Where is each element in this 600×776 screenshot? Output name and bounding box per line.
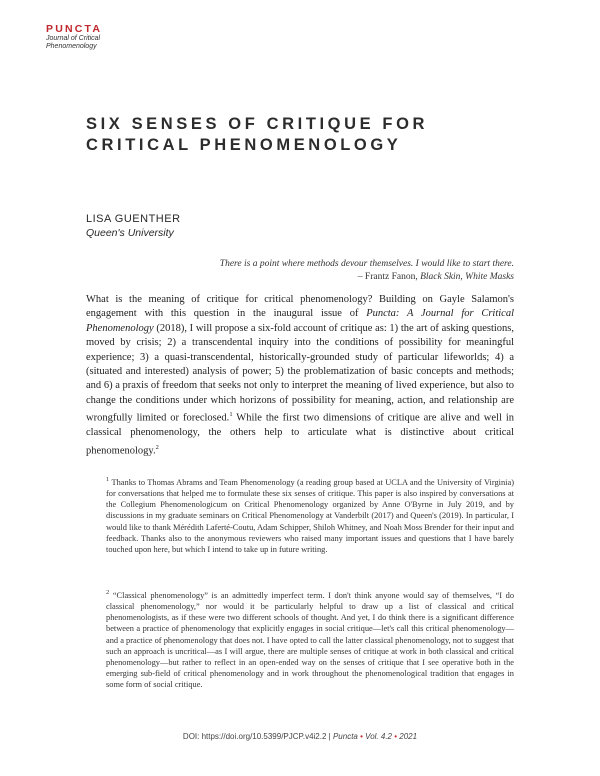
- footer-year: 2021: [399, 732, 418, 741]
- epigraph-quote: There is a point where methods devour themselves. I would like to start there.: [219, 259, 514, 269]
- footnote-2-number: 2: [106, 589, 110, 596]
- footnote-ref-2[interactable]: 2: [155, 443, 159, 451]
- footer-bullet-1: •: [360, 732, 363, 741]
- author-block: [86, 212, 181, 240]
- author-name: LISA GUENTHER: [86, 213, 181, 225]
- page-footer: [0, 732, 600, 741]
- footer-doi[interactable]: DOI: https://doi.org/10.5399/PJCP.v4i2.2: [182, 732, 327, 741]
- article-title: [86, 114, 516, 156]
- journal-name: PUNCTA: [46, 23, 103, 35]
- footnote-2: [106, 587, 514, 691]
- epigraph: [220, 258, 514, 284]
- body-text-part-b: (2018), I will propose a six-fold account of critique as: 1) the art of asking questions, moved by crisis; 2) a transcendental inquiry into the conditions of possibility for meaningful experience; 3) a quasi-transcendental, historically-grounded study of particular lifeworlds; 4) a (situated and interested) analysis of power; 5) the problematization of basic concepts and methods; and 6) a praxis of freedom that seeks not only to interpret the meaning of lived experience, but also to change the conditions under which horizons of possibility for meaning, action, and relationship are wrongfully limited or foreclosed.: [86, 322, 514, 424]
- title-line-1: SIX SENSES OF CRITIQUE FOR: [86, 115, 429, 133]
- epigraph-attribution: [220, 271, 514, 284]
- body-text-part-c: While the first two dimensions of critique are alive and well in classical phenomenology, the others help to articulate what is distinctive about critical phenomenology.: [86, 412, 514, 457]
- footer-journal: Puncta: [332, 732, 358, 741]
- journal-subtitle-line1: Journal of Critical: [46, 35, 101, 42]
- journal-subtitle-line2: Phenomenology: [46, 43, 97, 50]
- body-paragraph: [86, 293, 514, 458]
- epigraph-attribution-prefix: – Frantz Fanon,: [357, 272, 421, 282]
- footer-separator: |: [328, 732, 331, 741]
- body-text-part-a: What is the meaning of critique for critical phenomenology? Building on Gayle Salamon's engagement with this question in the inaugural issue of: [86, 294, 514, 320]
- footnote-1-text: Thanks to Thomas Abrams and Team Phenomenology (a reading group based at UCLA and the University of Virginia) for conversations that helped me to formulate these six senses of critique. This paper is also inspired by conversations at the Collegium Phenomenologicum on Critical Phenomenology organized by Anne O'Byrne in July 2019, and by discussions in my graduate seminars on Critical Phenomenology at Vanderbilt (2017) and Queen's (2019). In particular, I would like to thank Mérédith Laferté-Coutu, Adam Schipper, Shiloh Whitney, and Noah Moss Brender for their input and feedback. Thanks also to the anonymous reviewers who raised many important issues and questions that I have barely touched upon here, but which I intend to take up in future writing.: [106, 477, 514, 555]
- footnote-1-number: 1: [106, 476, 110, 483]
- footnote-1: [106, 474, 514, 555]
- epigraph-work-title: Black Skin, White Masks: [420, 272, 514, 282]
- footnote-ref-1[interactable]: 1: [229, 411, 233, 419]
- footnote-2-text: “Classical phenomenology” is an admittedly imperfect term. I don't think anyone would say of themselves, “I do classical phenomenology,” nor would it be particularly helpful to draw up a list of classical and critical phenomenologists, as if these were two different schools of thought. And yet, I do think there is a significant difference between a practice of phenomenology that explicitly engages in social critique—let's call this critical phenomenology—and a practice of phenomenology that does not. I have opted to call the latter classical phenomenology, not to suggest that such an approach is uncritical—as I will argue, there are multiple senses of critique at work in both classical and critical phenomenology—but rather to reflect in an open-ended way on the senses of critique that I see operative both in the emerging sub-field of critical phenomenology and in work throughout the phenomenological tradition that engages in some form of social critique.: [106, 590, 515, 690]
- journal-brand: [46, 23, 102, 51]
- footer-bullet-2: •: [394, 732, 398, 741]
- title-line-2: CRITICAL PHENOMENOLOGY: [86, 136, 402, 154]
- journal-title-reference: Puncta: A Journal for Critical Phenomenology: [86, 308, 514, 334]
- author-affiliation: Queen's University: [86, 227, 174, 239]
- footer-volume: Vol. 4.2: [365, 732, 392, 741]
